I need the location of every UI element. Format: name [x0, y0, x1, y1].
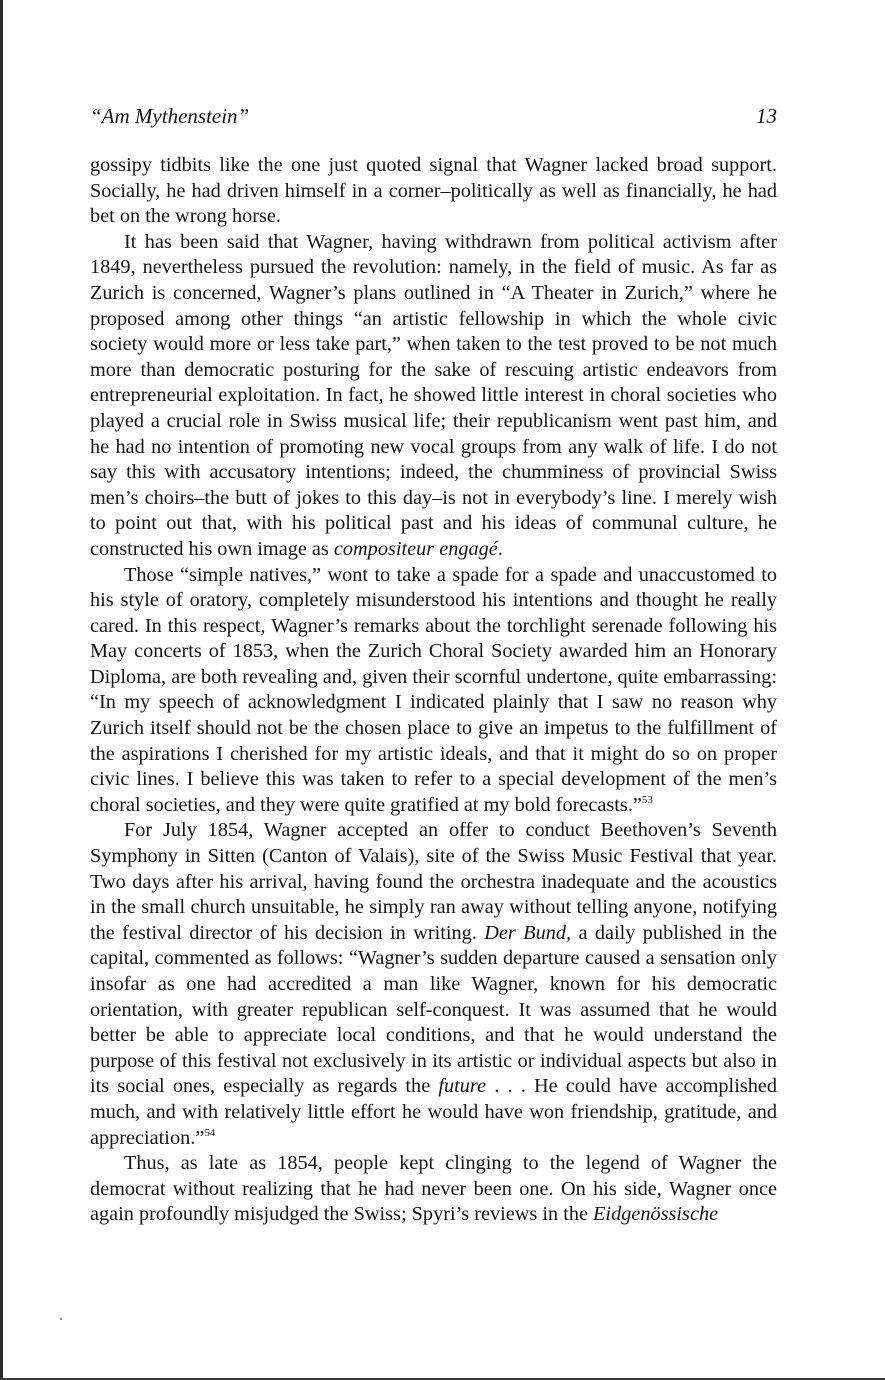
paragraph-4-text-b: a daily published in the capital, commented as follows: “Wagner’s sudden departure caused a sensation only insofar as one had accredited a man like Wagner, known for his democratic orientation, with greater republican self-conquest. It was assumed that he would better be able to appreciate local conditions, and that he would understand the purpose of this festival not exclusively in its artistic or individual aspects but also in its social ones, especially as regards the: [90, 921, 777, 1098]
paragraph-2: [90, 230, 777, 563]
running-head: [90, 100, 777, 132]
paragraph-4: [90, 818, 777, 1151]
page-number: 13: [756, 104, 777, 128]
paragraph-4-italic-future: future: [438, 1075, 487, 1098]
paragraph-2-end: .: [497, 537, 503, 560]
stray-mark: [60, 1318, 62, 1320]
running-head-title: “Am Mythenstein”: [90, 104, 250, 128]
paragraph-1: [90, 153, 777, 230]
paragraph-3: [90, 563, 777, 819]
paragraph-1-text: gossipy tidbits like the one just quoted signal that Wagner lacked broad support. Socially, he had driven himself in a corner–politically as well as financially, he had bet on the wrong horse.: [90, 154, 777, 228]
paragraph-4-italic-der-bund: Der Bund,: [484, 921, 572, 944]
footnote-ref-54: 54: [204, 1126, 216, 1139]
footnote-ref-53: 53: [641, 794, 653, 807]
paragraph-5-italic-term: Eidgenössische: [593, 1203, 719, 1226]
paragraph-2-italic-term: compositeur engagé: [333, 537, 498, 560]
paragraph-4-text-a: For July 1854, Wagner accepted an offer to conduct Beethoven’s Seventh Symphony in Sitten (Canton of Valais), site of the Swiss Music Festival that year. Two days after his arrival, having found the orchestra inadequate and the acoustics in the small church unsuitable, he simply ran away without telling anyone, notifying the festival director of his decision in writing.: [90, 819, 777, 944]
page-edge-left: [0, 0, 3, 1380]
paragraph-2-text: It has been said that Wagner, having withdrawn from political activism after 1849, nevertheless pursued the revolution: namely, in the field of music. As far as Zurich is concerned, Wagner’s plans outlined in “A Theater in Zurich,” where he proposed among other things “an artistic fellowship in which the whole civic society would more or less take part,” when taken to the test proved to be not much more than democratic posturing for the sake of rescuing artistic endeavors from entrepreneurial exploitation. In fact, he showed little interest in choral societies who played a crucial role in Swiss musical life; their republicanism went past him, and he had no intention of promoting new vocal groups from any walk of life. I do not say this with accusatory intentions; indeed, the chumminess of provincial Swiss men’s choirs–the butt of jokes to this day–is not in everybody’s line. I merely wish to point out that, with his political past and his ideas of communal culture, he constructed his own image as: [90, 230, 777, 560]
paragraph-4-text-c: . . . He could have accomplished much, and with relatively little effort he would have won friendship, gratitude, and appreciation.”: [90, 1075, 777, 1149]
paragraph-3-text: Those “simple natives,” wont to take a spade for a spade and unaccustomed to his style of oratory, completely misunderstood his intentions and thought he really cared. In this respect, Wagner’s remarks about the torchlight serenade following his May concerts of 1853, when the Zurich Choral Society awarded him an Honorary Diploma, are both revealing and, given their scornful undertone, quite embarrassing: “In my speech of acknowledgment I indicated plainly that I saw no reason why Zurich itself should not be the chosen place to give an impetus to the fulfillment of the aspirations I cherished for my artistic ideals, and that it might do so on proper civic lines. I believe this was taken to refer to a special development of the men’s choral societies, and they were quite gratified at my bold forecasts.”: [90, 563, 777, 816]
paragraph-5: [90, 1151, 777, 1228]
body-text: [90, 153, 777, 1228]
paragraph-5-text: Thus, as late as 1854, people kept clinging to the legend of Wagner the democrat without realizing that he had never been one. On his side, Wagner once again profoundly misjudged the Swiss; Spyri’s reviews in the: [90, 1152, 777, 1226]
